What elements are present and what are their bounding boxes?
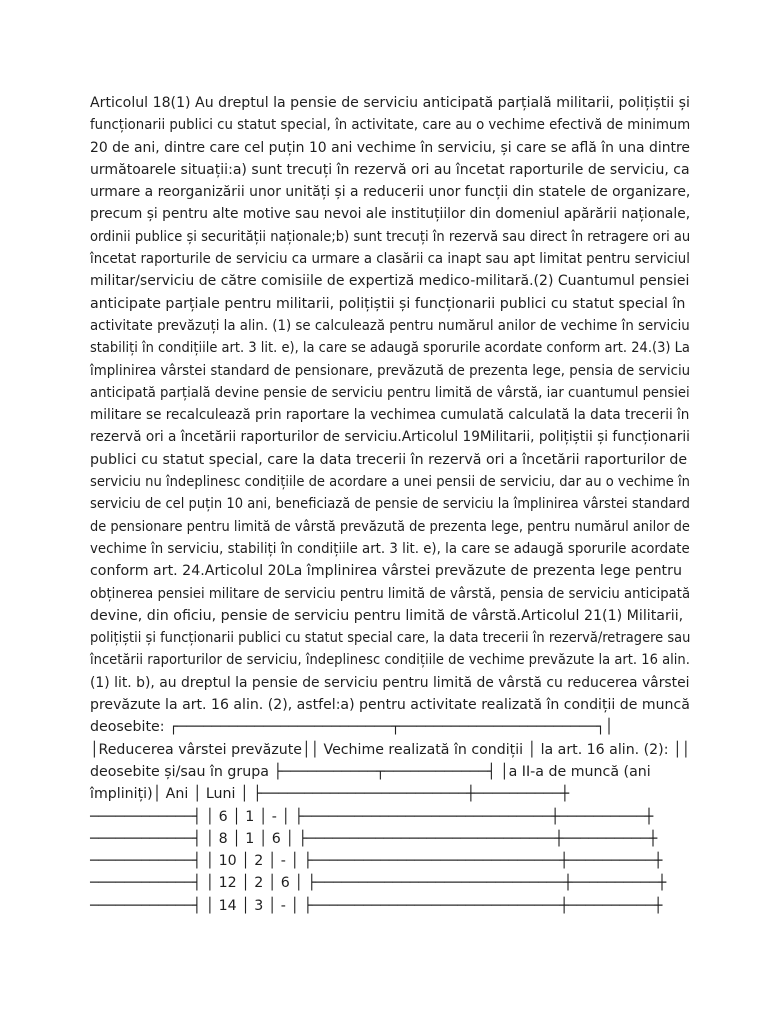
- text-line: activitate prevăzuți la alin. (1) se calculează pentru numărul anilor de vechime în serviciu: [90, 317, 690, 334]
- document-body: [90, 92, 690, 917]
- text-line: prevăzute la art. 16 alin. (2), astfel:a) pentru activitate realizată în condiții de muncă: [90, 697, 690, 714]
- table-line: ────────────┤ │ 8 │ 1 │ 6 │ ├─────────────────────────────┼──────────┼: [90, 830, 658, 847]
- text-line: 20 de ani, dintre care cel puțin 10 ani vechime în serviciu, și care se află în una dintre: [90, 139, 691, 156]
- table-line: împliniți)│ Ani │ Luni │ ├────────────────────────┼──────────┼: [90, 786, 570, 803]
- text-line: încetat raporturile de serviciu ca urmare a clasării ca inapt sau apt limitat pentru serviciul: [90, 251, 690, 268]
- text-line: (1) lit. b), au dreptul la pensie de serviciu pentru limită de vârstă cu reducerea vârstei: [90, 674, 690, 691]
- table-line: deosebite și/sau în grupa ├───────────┬────────────┤ │a II-a de muncă (ani: [90, 763, 651, 780]
- table-line: │Reducerea vârstei prevăzute││ Vechime realizată în condiții │ la art. 16 alin. (2): ││: [90, 741, 691, 758]
- table-line: deosebite: ┌─────────────────────────┬───────────────────────┐│: [90, 719, 614, 736]
- text-line: ordinii publice și securității naționale;b) sunt trecuți în rezervă sau direct în retragere ori au: [90, 228, 691, 245]
- text-line: anticipată parțială devine pensie de serviciu pentru limită de vârstă, iar cuantumul pensiei: [90, 384, 690, 401]
- text-line: devine, din oficiu, pensie de serviciu pentru limită de vârstă.Articolul 21(1) Militarii,: [90, 607, 684, 624]
- text-line: precum și pentru alte motive sau nevoi ale instituțiilor din domeniul apărării naționale,: [90, 206, 691, 223]
- table-line: ────────────┤ │ 12 │ 2 │ 6 │ ├─────────────────────────────┼──────────┼: [90, 875, 667, 892]
- text-line: conform art. 24.Articolul 20La împlinirea vârstei prevăzute de prezenta lege pentru: [90, 563, 682, 580]
- text-line: stabiliți în condițiile art. 3 lit. e), la care se adaugă sporurile acordate conform art. 24.(3) La: [90, 340, 690, 357]
- text-line: publici cu statut special, care la data trecerii în rezervă ori a încetării raporturilor de: [90, 451, 688, 468]
- text-line: urmare a reorganizării unor unități și a reducerii unor funcții din statele de organizare,: [90, 184, 691, 201]
- text-line: anticipate parțiale pentru militarii, polițiștii și funcționarii publici cu statut special în: [90, 295, 686, 312]
- text-line: serviciu de cel puțin 10 ani, beneficiază de pensie de serviciu la împlinirea vârstei standard: [90, 496, 690, 513]
- text-line: Articolul 18(1) Au dreptul la pensie de serviciu anticipată parțială militarii, polițiștii și: [90, 95, 690, 111]
- text-line: împlinirea vârstei standard de pensionare, prevăzută de prezenta lege, pensia de serviciu: [90, 362, 691, 379]
- text-line: polițiștii și funcționarii publici cu statut special care, la data trecerii în rezervă/retragere sau: [90, 630, 691, 647]
- text-line: funcționarii publici cu statut special, în activitate, care au o vechime efectivă de minimum: [90, 117, 691, 134]
- table-line: ────────────┤ │ 6 │ 1 │ - │ ├─────────────────────────────┼──────────┼: [90, 808, 654, 825]
- text-line: de pensionare pentru limită de vârstă prevăzută de prezenta lege, pentru numărul anilor de: [90, 518, 690, 535]
- text-line: militar/serviciu de către comisiile de expertiză medico-militară.(2) Cuantumul pensiei: [90, 273, 690, 290]
- text-line: serviciu nu îndeplinesc condițiile de acordare a unei pensii de serviciu, dar au o vechime în: [90, 474, 691, 491]
- text-line: obținerea pensiei militare de serviciu pentru limită de vârstă, pensia de serviciu anticipată: [90, 585, 691, 602]
- text-line: încetării raporturilor de serviciu, îndeplinesc condițiile de vechime prevăzute la art. 16 alin.: [90, 652, 690, 669]
- text-line: rezervă ori a încetării raporturilor de serviciu.Articolul 19Militarii, polițiștii și funcționarii: [90, 429, 690, 446]
- text-line: vechime în serviciu, stabiliți în condițiile art. 3 lit. e), la care se adaugă sporurile acordate: [90, 540, 690, 557]
- text-line: următoarele situații:a) sunt trecuți în rezervă ori au încetat raporturile de serviciu, ca: [90, 161, 690, 178]
- table-line: ────────────┤ │ 10 │ 2 │ - │ ├─────────────────────────────┼──────────┼: [90, 853, 663, 870]
- text-line: militare se recalculează prin raportare la vechimea cumulată calculată la data trecerii în: [90, 407, 690, 424]
- table-line: ────────────┤ │ 14 │ 3 │ - │ ├─────────────────────────────┼──────────┼: [90, 897, 663, 914]
